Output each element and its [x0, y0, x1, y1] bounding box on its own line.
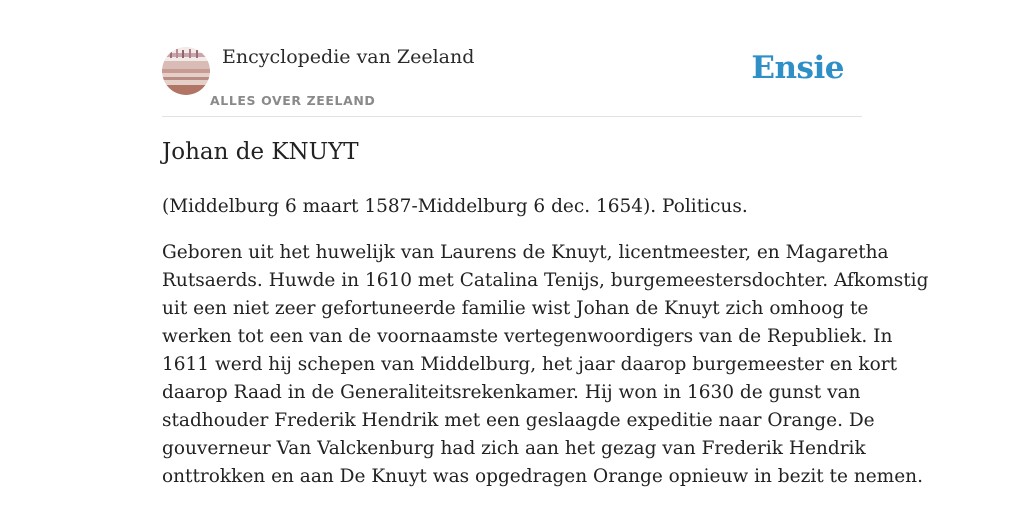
article-title: Johan de KNUYT — [162, 139, 359, 165]
article-body-line: uit een niet zeer gefortuneerde familie wist Johan de Knuyt zich omhoog te — [162, 298, 869, 319]
article-lead: (Middelburg 6 maart 1587-Middelburg 6 dec. 1654). Politicus. — [162, 196, 748, 217]
article-body — [162, 239, 929, 491]
article-body-line: daarop Raad in de Generaliteitsrekenkamer. Hij won in 1630 de gunst van — [162, 382, 861, 403]
article-body-line: gouverneur Van Valckenburg had zich aan het gezag van Frederik Hendrik — [162, 438, 866, 459]
article-body-line: werken tot een van de voornaamste vertegenwoordigers van de Republiek. In — [162, 326, 893, 347]
article-body-line: Rutsaerds. Huwde in 1610 met Catalina Tenijs, burgemeestersdochter. Afkomstig — [162, 270, 929, 291]
article-body-line: 1611 werd hij schepen van Middelburg, het jaar daarop burgemeester en kort — [162, 354, 898, 375]
site-header — [162, 0, 862, 117]
page — [162, 0, 929, 512]
article-body-line: onttrokken en aan De Knuyt was opgedragen Orange opnieuw in bezit te nemen. — [162, 466, 923, 487]
article-body-line: Geboren uit het huwelijk van Laurens de Knuyt, licentmeester, en Magaretha — [162, 242, 889, 263]
book-cover-icon — [162, 47, 210, 95]
encyclopedia-avatar-icon[interactable] — [162, 47, 210, 95]
site-title-link[interactable]: Encyclopedie van Zeeland — [222, 46, 475, 68]
ensie-logo-link[interactable]: Ensie — [751, 50, 844, 86]
article-body-line: stadhouder Frederik Hendrik met een geslaagde expeditie naar Orange. De — [162, 410, 875, 431]
site-tagline: ALLES OVER ZEELAND — [210, 93, 376, 108]
